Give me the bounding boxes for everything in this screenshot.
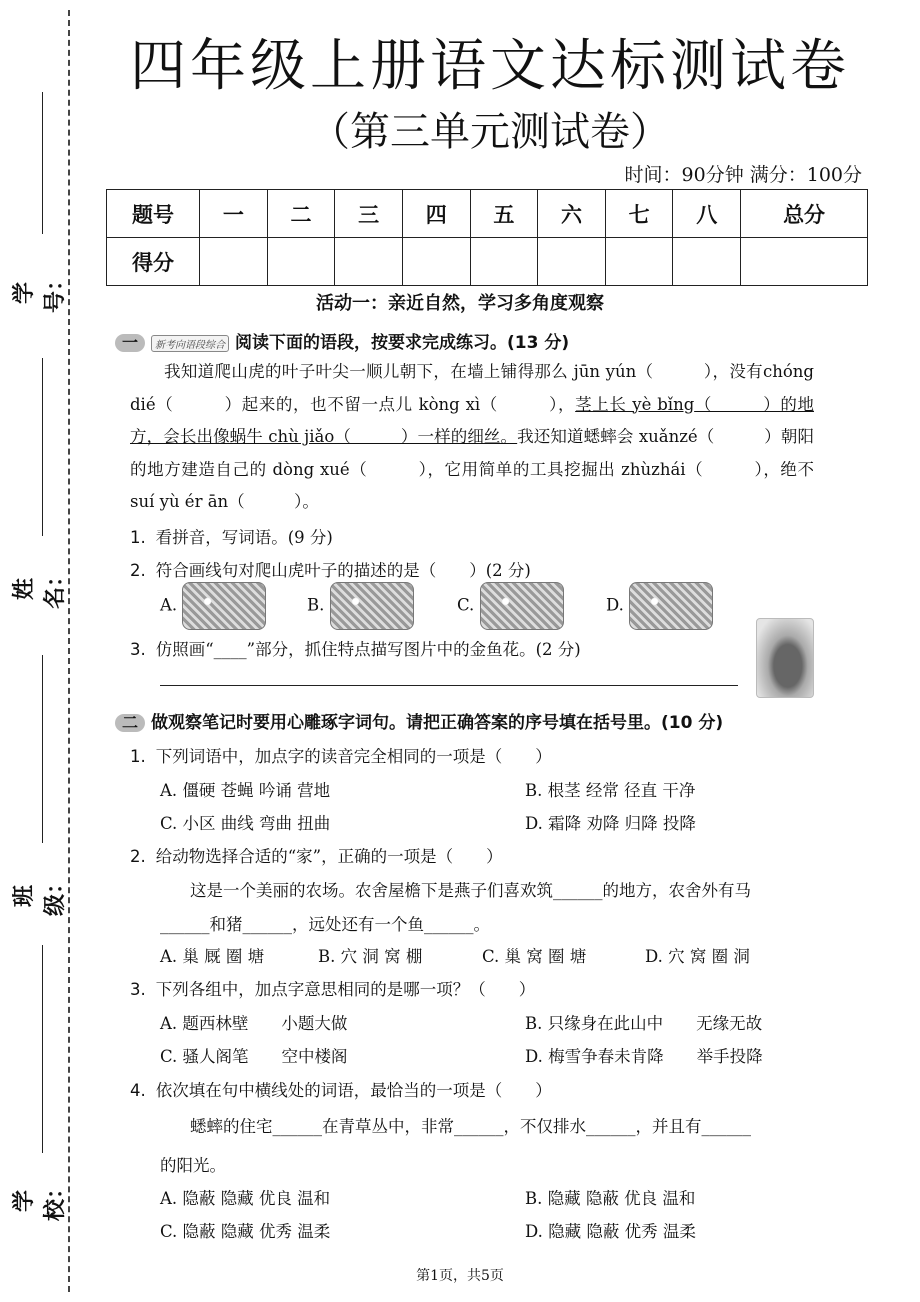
option-label: C. [457,595,475,615]
s2-q4-passage-line: 蟋蟀的住宅______在青草丛中，非常______，不仅排水______，并且有______ [190,1117,751,1136]
leaf-image-c [480,582,564,630]
question-number: 4. [130,1081,146,1100]
s2-question-3 [130,976,535,1000]
s1-question-1 [130,524,333,548]
score-row-label: 得分 [107,238,200,286]
page-footer: 第1页，共5页 [416,1268,504,1284]
option-label: A. [160,595,178,615]
leaf-image-b [330,582,414,630]
s2-q2-option-d[interactable]: D. 穴 窝 圈 洞 [645,947,750,966]
banji-label: 班级： [12,871,68,916]
question-number: 2. [130,561,146,580]
passage-line: 我还知道蟋蟀会 xuǎn [517,427,680,446]
answer-line[interactable] [160,685,738,686]
xuexiao-line [42,945,43,1153]
score-table [106,189,868,286]
passage-line: chóng dié（ ）起来的，也不留一点儿 kòng xì（ ）， [130,362,814,414]
section-1-heading [115,328,569,353]
s2-q2-option-b[interactable]: B. 穴 洞 窝 棚 [318,947,423,966]
s2-q4-option-d[interactable]: D. 隐藏 隐蔽 优秀 温柔 [525,1222,696,1241]
leaf-option-a[interactable] [160,582,266,630]
score-cell[interactable] [538,238,606,286]
score-header-cell: 七 [605,190,673,238]
time-info: 时间：90分钟 满分：100分 [624,164,862,186]
question-text: 给动物选择合适的“家”，正确的一项是（ ） [155,847,503,866]
passage-line: zé（ ）朝阳的地方建造自己的 dòng xué（ ），它用简单的工具挖掘出 zhù [130,427,814,479]
question-text: 依次填在句中横线处的词语，最恰当的一项是（ ） [155,1081,552,1100]
s2-q3-option-c[interactable]: C. 骚人阁笔 空中楼阁 [160,1047,348,1066]
leaf-option-b[interactable] [307,582,414,630]
score-header-cell: 八 [673,190,741,238]
score-cell[interactable] [402,238,470,286]
passage-line: （ ）的地方，会长出像蜗牛 chù jiǎo（ ）一样的细丝。 [130,394,814,446]
s2-question-1 [130,743,552,767]
score-cell[interactable] [673,238,741,286]
s2-q4-option-a[interactable]: A. 隐蔽 隐藏 优良 温和 [160,1189,331,1208]
section-2-badge: 二 [115,714,145,732]
question-text: 下列各组中，加点字意思相同的是哪一项？（ ） [155,980,536,999]
s1-question-2 [130,557,531,581]
score-header-cell: 题号 [107,190,200,238]
passage-line: 我知道爬山虎的叶子叶尖一顺儿朝下，在墙上铺得那么 jūn yún（ ），没有 [164,362,763,381]
binding-dashed-line [68,10,70,1292]
page-subtitle: （第三单元测试卷） [310,109,670,155]
s2-q3-option-b[interactable]: B. 只缘身在此山中 无缘无故 [525,1014,763,1033]
section-1-badge: 一 [115,334,145,352]
score-header-row [107,190,868,238]
leaf-option-c[interactable] [457,582,564,630]
new-trend-tag: 新考向语段综合 [151,335,229,352]
score-header-cell: 总分 [741,190,868,238]
xingming-line [42,358,43,536]
section-1-instructions: 阅读下面的语段，按要求完成练习。(13 分) [235,333,570,353]
xingming-label: 姓名： [12,564,68,609]
s2-q1-option-d[interactable]: D. 霜降 劝降 归降 投降 [525,814,696,833]
score-header-cell: 六 [538,190,606,238]
xuexiao-label: 学校： [12,1176,68,1221]
question-text: 仿照画“____”部分，抓住特点描写图片中的金鱼花。(2 分) [155,640,581,659]
xuehao-line [42,92,43,234]
activity-heading: 活动一：亲近自然，学习多角度观察 [316,293,604,314]
s2-q2-passage-line: ______和猪______，远处还有一个鱼______。 [160,915,490,934]
score-cell[interactable] [335,238,403,286]
goldfish-flower-image [756,618,814,698]
question-text: 符合画线句对爬山虎叶子的描述的是（ ）(2 分) [155,561,531,580]
question-text: 看拼音，写词语。(9 分) [155,528,333,547]
question-number: 1. [130,528,146,547]
question-number: 3. [130,640,146,659]
question-number: 1. [130,747,146,766]
score-row [107,238,868,286]
s2-q4-option-c[interactable]: C. 隐蔽 隐藏 优秀 温柔 [160,1222,331,1241]
s2-q3-option-a[interactable]: A. 题西林壁 小题大做 [160,1014,348,1033]
s2-q3-option-d[interactable]: D. 梅雪争春未肯降 举手投降 [525,1047,763,1066]
s1-question-3 [130,636,581,660]
s2-q4-passage-line: 的阳光。 [160,1156,226,1175]
xuehao-label: 学号： [12,268,68,313]
score-cell[interactable] [741,238,868,286]
passage-line: 茎上长 yè bǐng [575,394,695,414]
s2-q2-option-a[interactable]: A. 巢 厩 圈 塘 [160,947,265,966]
score-header-cell: 四 [402,190,470,238]
s2-q1-option-b[interactable]: B. 根茎 经常 径直 干净 [525,781,696,800]
s2-q2-option-c[interactable]: C. 巢 窝 圈 塘 [482,947,587,966]
s2-q1-option-a[interactable]: A. 僵硬 苍蝇 吟诵 营地 [160,781,331,800]
option-label: B. [307,595,325,615]
score-cell[interactable] [267,238,335,286]
s2-q4-option-b[interactable]: B. 隐藏 隐蔽 优良 温和 [525,1189,696,1208]
score-cell[interactable] [605,238,673,286]
score-header-cell: 二 [267,190,335,238]
question-number: 3. [130,980,146,999]
option-label: D. [606,595,624,615]
s2-q2-passage-line: 这是一个美丽的农场。农舍屋檐下是燕子们喜欢筑______的地方，农舍外有马 [190,881,751,900]
leaf-option-d[interactable] [606,582,713,630]
s2-question-4 [130,1077,552,1101]
page-title: 四年级上册语文达标测试卷 [130,34,850,99]
section-2-heading [115,708,723,733]
score-header-cell: 五 [470,190,538,238]
section-2-instructions: 做观察笔记时要用心雕琢字词句。请把正确答案的序号填在括号里。(10 分) [151,713,724,733]
score-cell[interactable] [470,238,538,286]
leaf-image-a [182,582,266,630]
score-cell[interactable] [200,238,268,286]
s2-question-2 [130,843,503,867]
question-text: 下列词语中，加点字的读音完全相同的一项是（ ） [155,747,552,766]
passage-line: zhái（ ），绝不 suí yù ér ān（ ）。 [130,459,814,511]
question-number: 2. [130,847,146,866]
score-header-cell: 三 [335,190,403,238]
score-header-cell: 一 [200,190,268,238]
banji-line [42,655,43,843]
leaf-image-d [629,582,713,630]
reading-passage [130,356,814,519]
s2-q1-option-c[interactable]: C. 小区 曲线 弯曲 扭曲 [160,814,331,833]
